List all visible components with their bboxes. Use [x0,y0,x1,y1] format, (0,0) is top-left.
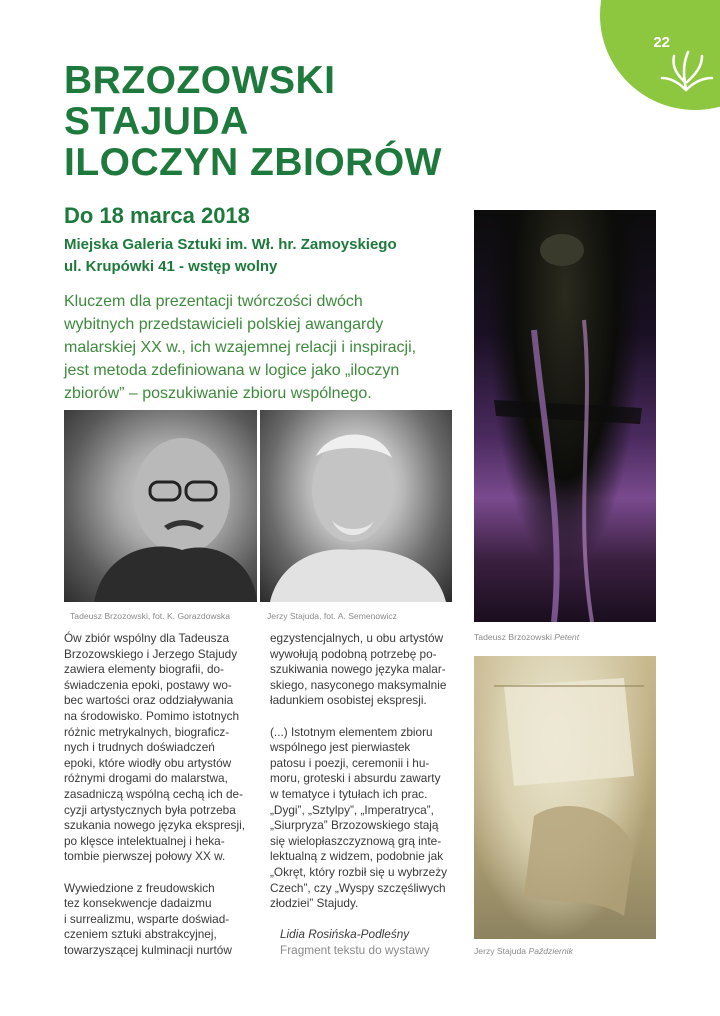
body-line: „Okręt, który rozbił się u wybrzeży [270,864,447,879]
portrait-illustration [64,410,257,602]
body-line: Wywiedzione z freudowskich [64,880,215,895]
lead-line: jest metoda zdefiniowana w logice jako „iloczyn [64,362,400,379]
body-line: „Dygi”, „Sztylpy”, „Imperatryca”, [270,802,434,817]
body-line: szukania nowego języka ekspresji, [64,818,245,833]
body-line: cyzji artystycznych była potrzeba [64,802,236,817]
portrait-photo-brzozowski [64,410,257,602]
body-line: się wielopłaszczyznową grą inte- [270,833,442,848]
body-line: tez konsekwencje dadaizmu [64,896,212,911]
body-line: epoki, które wiodły obu artystów [64,755,232,770]
body-line: szukiwania nowego języka malar- [270,662,446,677]
body-line: na środowisko. Pomimo istotnych [64,708,240,723]
lead-line: wybitnych przedstawicieli polskiej awangardy [64,316,384,333]
caption-painting-petent [474,632,579,642]
painting-illustration [474,656,656,939]
caption-author: Jerzy Stajuda [474,946,529,956]
event-date: Do 18 marca 2018 [64,203,250,228]
caption-photo-stajuda: Jerzy Stajuda, fot. A. Semenowicz [267,611,397,621]
leaf-icon [658,38,714,94]
body-line: skiego, nasyconego maksymalnie [270,677,447,692]
venue-line: Miejska Galeria Sztuki im. Wł. hr. Zamoyskiego [64,236,397,253]
caption-author: Tadeusz Brzozowski [474,632,555,642]
event-venue [64,234,397,278]
body-line: patosu i poezji, ceremonii i hu- [270,755,430,770]
body-line: zasadniczą wspólną cechą ich de- [64,786,244,801]
signature-note: Fragment tekstu do wystawy [280,942,430,957]
body-column-right [270,631,460,958]
lead-paragraph [64,290,454,405]
title-line: STAJUDA [64,100,249,143]
body-line: wywołują podobną potrzebę po- [270,646,437,661]
body-line: (...) Istotnym elementem zbioru [270,724,433,739]
body-line: czeniem sztuki abstrakcyjnej, [64,927,217,942]
caption-painting-pazdziernik [474,946,573,956]
portrait-illustration [260,410,452,602]
body-line: lektualną z widzem, podobnie jak [270,849,444,864]
painting-petent [474,210,656,622]
page-title [64,60,442,183]
caption-title: Petent [554,632,580,642]
body-line: moru, groteski i absurdu zawarty [270,771,441,786]
body-line: nych i trudnych doświadczeń [64,740,215,755]
body-line: różnic metrykalnych, biograficz- [64,724,230,739]
caption-title: Październik [528,946,573,956]
body-line: zawiera elementy biografii, do- [64,662,224,677]
body-line: bec wartości oraz oddziaływania [64,693,234,708]
body-line: świadczenia epoki, postawy wo- [64,677,232,692]
body-line: złodziei” Stajudy. [270,896,359,911]
painting-illustration [474,210,656,622]
page-number: 22 [653,34,670,51]
body-line: „Siurpryza” Brzozowskiego stają [270,818,439,833]
caption-photo-brzozowski: Tadeusz Brzozowski, fot. K. Gorazdowska [70,611,231,621]
title-line: BRZOZOWSKI [64,59,336,102]
lead-line: Kluczem dla prezentacji twórczości dwóch [64,293,363,310]
painting-pazdziernik [474,656,656,939]
body-line: Czech”, czy „Wyspy szczęśliwych [270,880,446,895]
body-line: towarzyszącej kulminacji nurtów [64,942,232,957]
body-line: Brzozowskiego i Jerzego Stajudy [64,646,238,661]
body-line: po klęsce intelektualnej i heka- [64,833,225,848]
lead-line: zbiorów” – poszukiwanie zbioru wspólnego. [64,385,372,402]
body-line: ładunkiem osobistej ekspresji. [270,693,427,708]
body-line: tombie pierwszej połowy XX w. [64,849,226,864]
body-line: różnymi drogami do malarstwa, [64,771,228,786]
body-line: wspólnego jest pierwiastek [270,740,411,755]
body-line: egzystencjalnych, u obu artystów [270,631,444,645]
body-line: Ów zbiór wspólny dla Tadeusza [64,631,230,645]
body-column-left [64,631,254,958]
portrait-photo-stajuda [260,410,452,602]
author-signature: Lidia Rosińska-Podleśny [280,927,410,942]
venue-line: ul. Krupówki 41 - wstęp wolny [64,258,278,275]
body-line: i surrealizmu, wsparte doświad- [64,911,230,926]
title-line: ILOCZYN ZBIORÓW [64,141,442,184]
lead-line: malarskiej XX w., ich wzajemnej relacji i inspiracji, [64,339,417,356]
body-line: w tematyce i tytułach ich prac. [270,786,428,801]
